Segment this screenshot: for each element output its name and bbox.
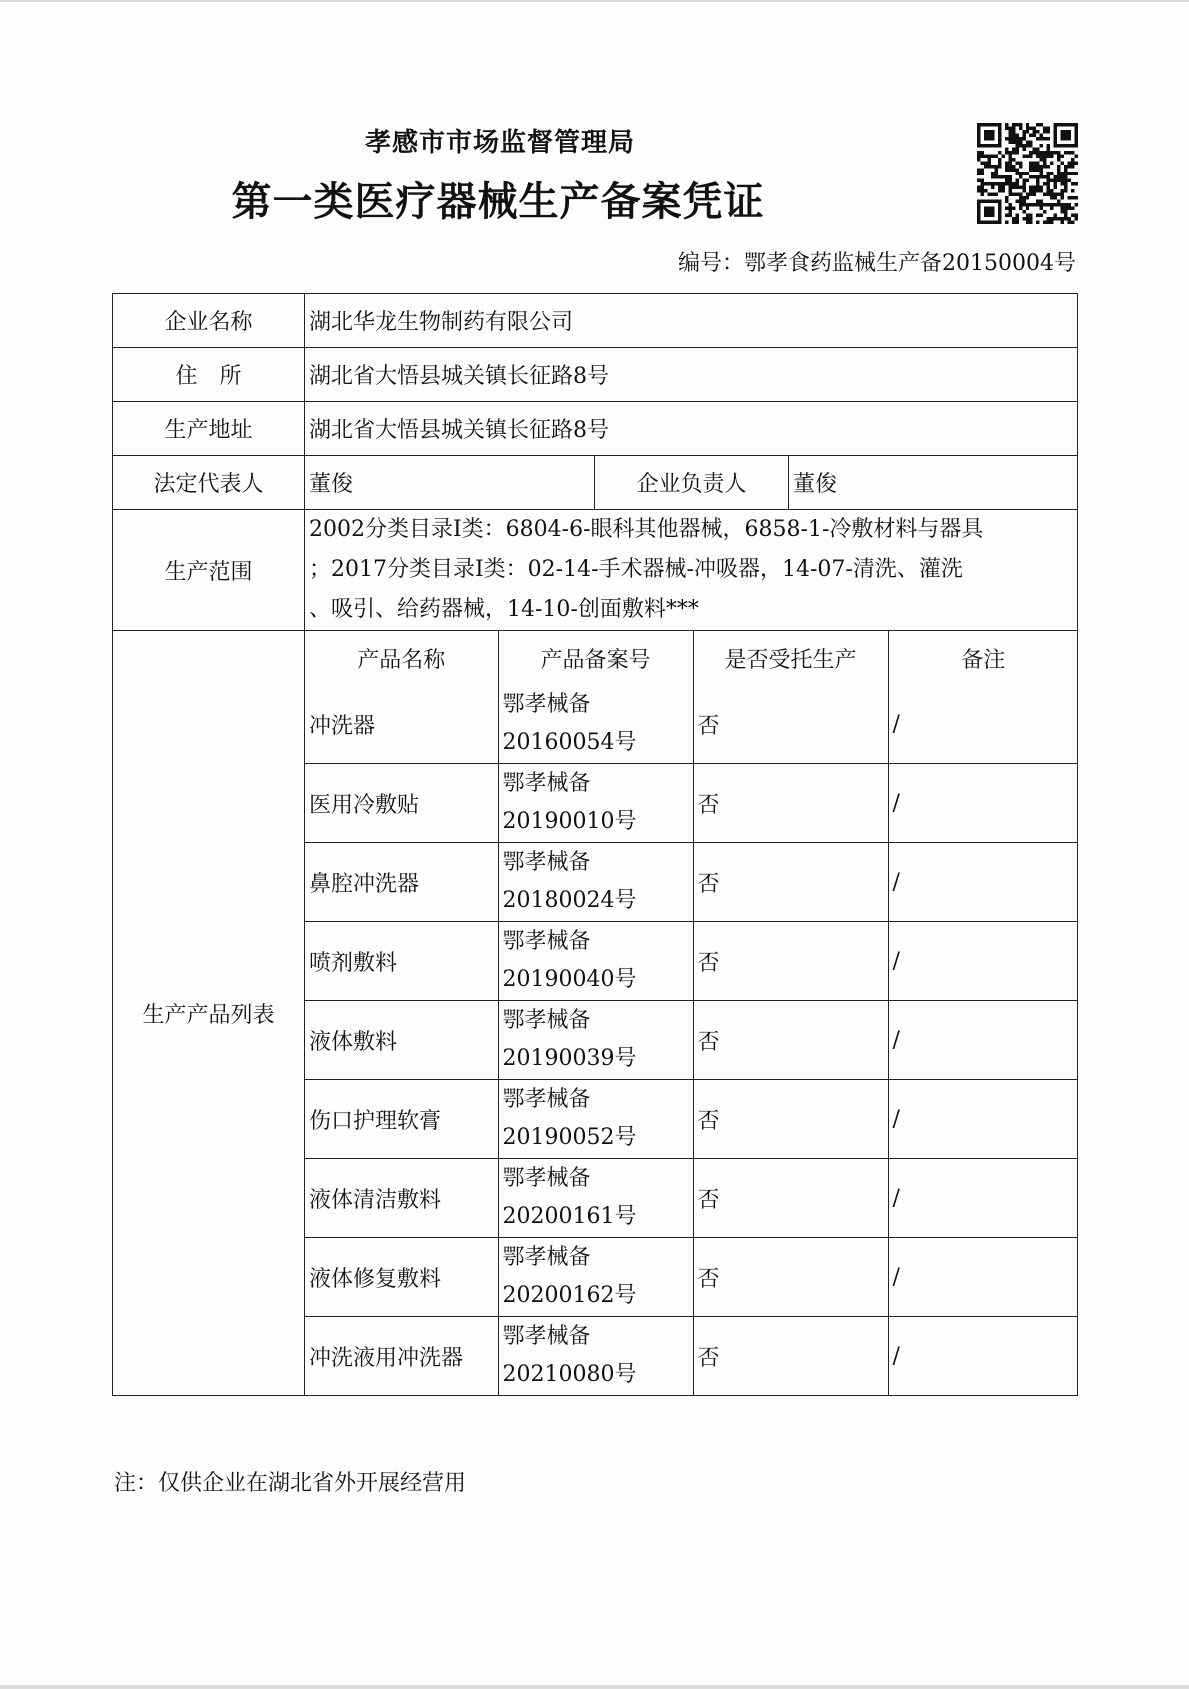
product-remark: /: [888, 843, 1078, 922]
product-name: 冲洗器: [305, 685, 498, 764]
record-number: 20180024号: [502, 888, 637, 913]
column-header-entrusted: 是否受托生产: [693, 631, 888, 685]
product-entrusted: 否: [693, 764, 888, 843]
product-record-number: [498, 1238, 693, 1317]
qr-code-icon: [977, 123, 1078, 224]
scope-line: ；2017分类目录Ⅰ类：02-14-手术器械-冲吸器，14-07-清洗、灌洗: [309, 557, 963, 582]
scope-line: 、吸引、给药器械，14-10-创面敷料***: [309, 597, 699, 622]
product-remark: /: [888, 764, 1078, 843]
product-name: 伤口护理软膏: [305, 1080, 498, 1159]
company-value: 湖北华龙生物制药有限公司: [305, 294, 1078, 348]
row-production-address: [113, 402, 1078, 456]
record-prefix: 鄂孝械备: [502, 850, 591, 875]
product-row: [305, 843, 1078, 922]
product-entrusted: 否: [693, 1159, 888, 1238]
product-name: 鼻腔冲洗器: [305, 843, 498, 922]
product-row: [305, 685, 1078, 764]
scope-line: 2002分类目录Ⅰ类：6804-6-眼科其他器械，6858-1-冷敷材料与器具: [309, 517, 984, 542]
record-prefix: 鄂孝械备: [502, 692, 591, 717]
row-residence: [113, 348, 1078, 402]
product-record-number: [498, 1159, 693, 1238]
product-entrusted: 否: [693, 685, 888, 764]
product-row: [305, 764, 1078, 843]
product-entrusted: 否: [693, 1080, 888, 1159]
product-remark: /: [888, 1080, 1078, 1159]
product-name: 医用冷敷贴: [305, 764, 498, 843]
record-number: 20210080号: [502, 1362, 637, 1387]
record-prefix: 鄂孝械备: [502, 1245, 591, 1270]
responsible-person-label: 企业负责人: [595, 456, 789, 510]
row-scope: [113, 510, 1078, 631]
products-label: 生产产品列表: [113, 631, 305, 1396]
product-record-number: [498, 1317, 693, 1396]
residence-value: 湖北省大悟县城关镇长征路8号: [305, 348, 1078, 402]
record-prefix: 鄂孝械备: [502, 1008, 591, 1033]
product-row: [305, 922, 1078, 1001]
product-record-number: [498, 685, 693, 764]
record-number: 20190052号: [502, 1125, 637, 1150]
product-entrusted: 否: [693, 1317, 888, 1396]
column-header-name: 产品名称: [305, 631, 498, 685]
column-header-remark: 备注: [888, 631, 1078, 685]
product-record-number: [498, 1080, 693, 1159]
product-name: 液体清洁敷料: [305, 1159, 498, 1238]
row-company: [113, 294, 1078, 348]
product-record-number: [498, 922, 693, 1001]
record-number: 20200161号: [502, 1204, 637, 1229]
column-header-record: 产品备案号: [498, 631, 693, 685]
product-remark: /: [888, 1238, 1078, 1317]
product-name: 喷剂敷料: [305, 922, 498, 1001]
production-address-label: 生产地址: [113, 402, 305, 456]
product-remark: /: [888, 685, 1078, 764]
document-title: 第一类医疗器械生产备案凭证: [231, 179, 765, 225]
product-remark: /: [888, 922, 1078, 1001]
record-prefix: 鄂孝械备: [502, 929, 591, 954]
product-row: [305, 1317, 1078, 1396]
responsible-person-value: 董俊: [789, 456, 1078, 510]
product-entrusted: 否: [693, 843, 888, 922]
products-cell: [305, 631, 1078, 1396]
product-record-number: [498, 1001, 693, 1080]
legal-rep-value: 董俊: [305, 456, 595, 510]
product-name: 液体修复敷料: [305, 1238, 498, 1317]
products-header: [305, 631, 1078, 685]
record-number: 20190040号: [502, 967, 637, 992]
record-number: 20200162号: [502, 1283, 637, 1308]
product-row: [305, 1238, 1078, 1317]
product-entrusted: 否: [693, 922, 888, 1001]
residence-label: 住 所: [113, 348, 305, 402]
record-prefix: 鄂孝械备: [502, 1166, 591, 1191]
scope-label: 生产范围: [113, 510, 305, 631]
record-number: 20190010号: [502, 809, 637, 834]
usage-note: 注：仅供企业在湖北省外开展经营用: [114, 1471, 467, 1496]
company-label: 企业名称: [113, 294, 305, 348]
product-name: 冲洗液用冲洗器: [305, 1317, 498, 1396]
issuing-agency: 孝感市市场监督管理局: [364, 128, 635, 158]
legal-rep-label: 法定代表人: [113, 456, 305, 510]
products-table: [305, 631, 1078, 1395]
product-name: 液体敷料: [305, 1001, 498, 1080]
scope-value: [305, 510, 1078, 631]
product-row: [305, 1080, 1078, 1159]
record-prefix: 鄂孝械备: [502, 771, 591, 796]
record-number: 20160054号: [502, 730, 637, 755]
record-prefix: 鄂孝械备: [502, 1324, 591, 1349]
certificate-number: 编号：鄂孝食药监械生产备20150004号: [678, 251, 1076, 276]
product-row: [305, 1159, 1078, 1238]
product-remark: /: [888, 1317, 1078, 1396]
row-representatives: [113, 456, 1078, 510]
product-entrusted: 否: [693, 1001, 888, 1080]
product-remark: /: [888, 1159, 1078, 1238]
record-prefix: 鄂孝械备: [502, 1087, 591, 1112]
row-products: [113, 631, 1078, 1396]
product-row: [305, 1001, 1078, 1080]
page-bottom-border: [0, 1685, 1189, 1689]
production-address-value: 湖北省大悟县城关镇长征路8号: [305, 402, 1078, 456]
page-top-border: [0, 0, 1189, 2]
product-entrusted: 否: [693, 1238, 888, 1317]
product-remark: /: [888, 1001, 1078, 1080]
record-number: 20190039号: [502, 1046, 637, 1071]
product-record-number: [498, 764, 693, 843]
product-record-number: [498, 843, 693, 922]
certificate-table: [112, 293, 1078, 1396]
